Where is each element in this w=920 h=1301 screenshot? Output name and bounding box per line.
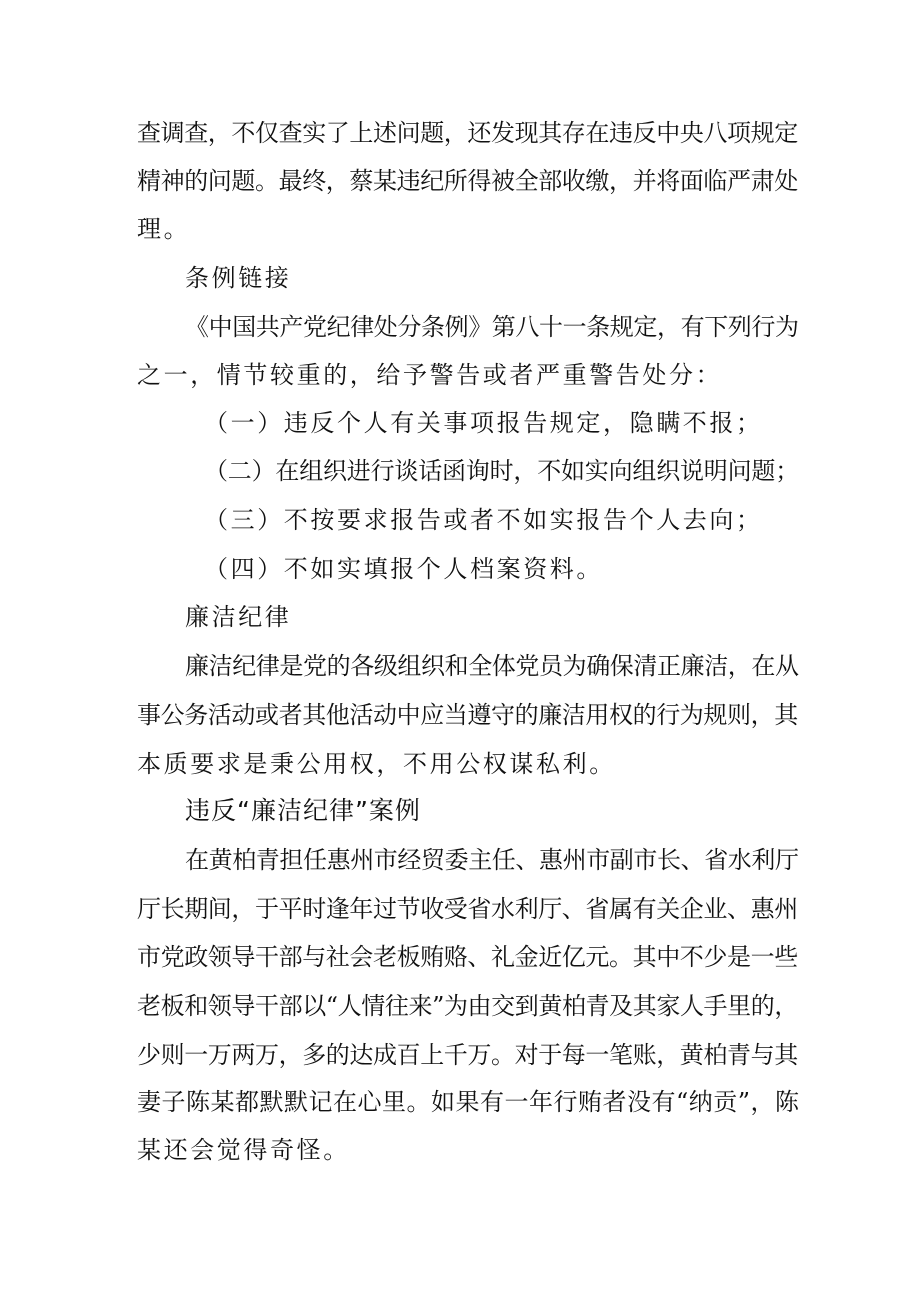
integrity-discipline-heading: 廉洁纪律 [185, 603, 292, 631]
regulation-item-3: （三）不按要求报告或者不如实报告个人去向； [204, 506, 763, 534]
integrity-text-line-1: 廉洁纪律是党的各级组织和全体党员为确保清正廉洁，在从 [185, 652, 799, 680]
regulation-intro-line-1: 《中国共产党纪律处分条例》第八十一条规定，有下列行为 [185, 313, 799, 341]
case-text-line-3: 理。 [137, 215, 191, 243]
case-text-line-1: 查调查，不仅查实了上述问题，还发现其存在违反中央八项规定 [137, 119, 798, 147]
case-text-line-2: 精神的问题。最终，蔡某违纪所得被全部收缴，并将面临严肃处 [137, 167, 798, 195]
integrity-case-line-4: 老板和领导干部以“人情往来”为由交到黄柏青及其家人手里的， [137, 992, 798, 1020]
integrity-text-line-3: 本质要求是秉公用权，不用公权谋私利。 [137, 750, 616, 778]
integrity-case-line-7: 某还会觉得奇怪。 [137, 1136, 350, 1164]
regulation-item-4: （四）不如实填报个人档案资料。 [204, 555, 603, 583]
integrity-case-heading: 违反“廉洁纪律”案例 [185, 796, 421, 825]
integrity-text-line-2: 事公务活动或者其他活动中应当遵守的廉洁用权的行为规则，其 [137, 701, 798, 729]
regulation-intro-line-2: 之一，情节较重的，给予警告或者严重警告处分： [137, 361, 723, 389]
integrity-case-line-1: 在黄柏青担任惠州市经贸委主任、惠州市副市长、省水利厅 [185, 846, 799, 874]
regulation-link-heading: 条例链接 [185, 264, 292, 292]
integrity-case-line-3: 市党政领导干部与社会老板贿赂、礼金近亿元。其中不少是一些 [137, 943, 798, 971]
integrity-case-line-6: 妻子陈某都默默记在心里。如果有一年行贿者没有“纳贡”，陈 [137, 1088, 800, 1116]
regulation-item-1: （一）违反个人有关事项报告规定，隐瞒不报； [204, 409, 763, 437]
integrity-case-line-5: 少则一万两万，多的达成百上千万。对于每一笔账，黄柏青与其 [137, 1041, 798, 1069]
regulation-item-2: （二）在组织进行谈话函询时，不如实向组织说明问题； [204, 457, 799, 485]
integrity-case-line-2: 厅长期间，于平时逢年过节收受省水利厅、省属有关企业、惠州 [137, 895, 798, 923]
